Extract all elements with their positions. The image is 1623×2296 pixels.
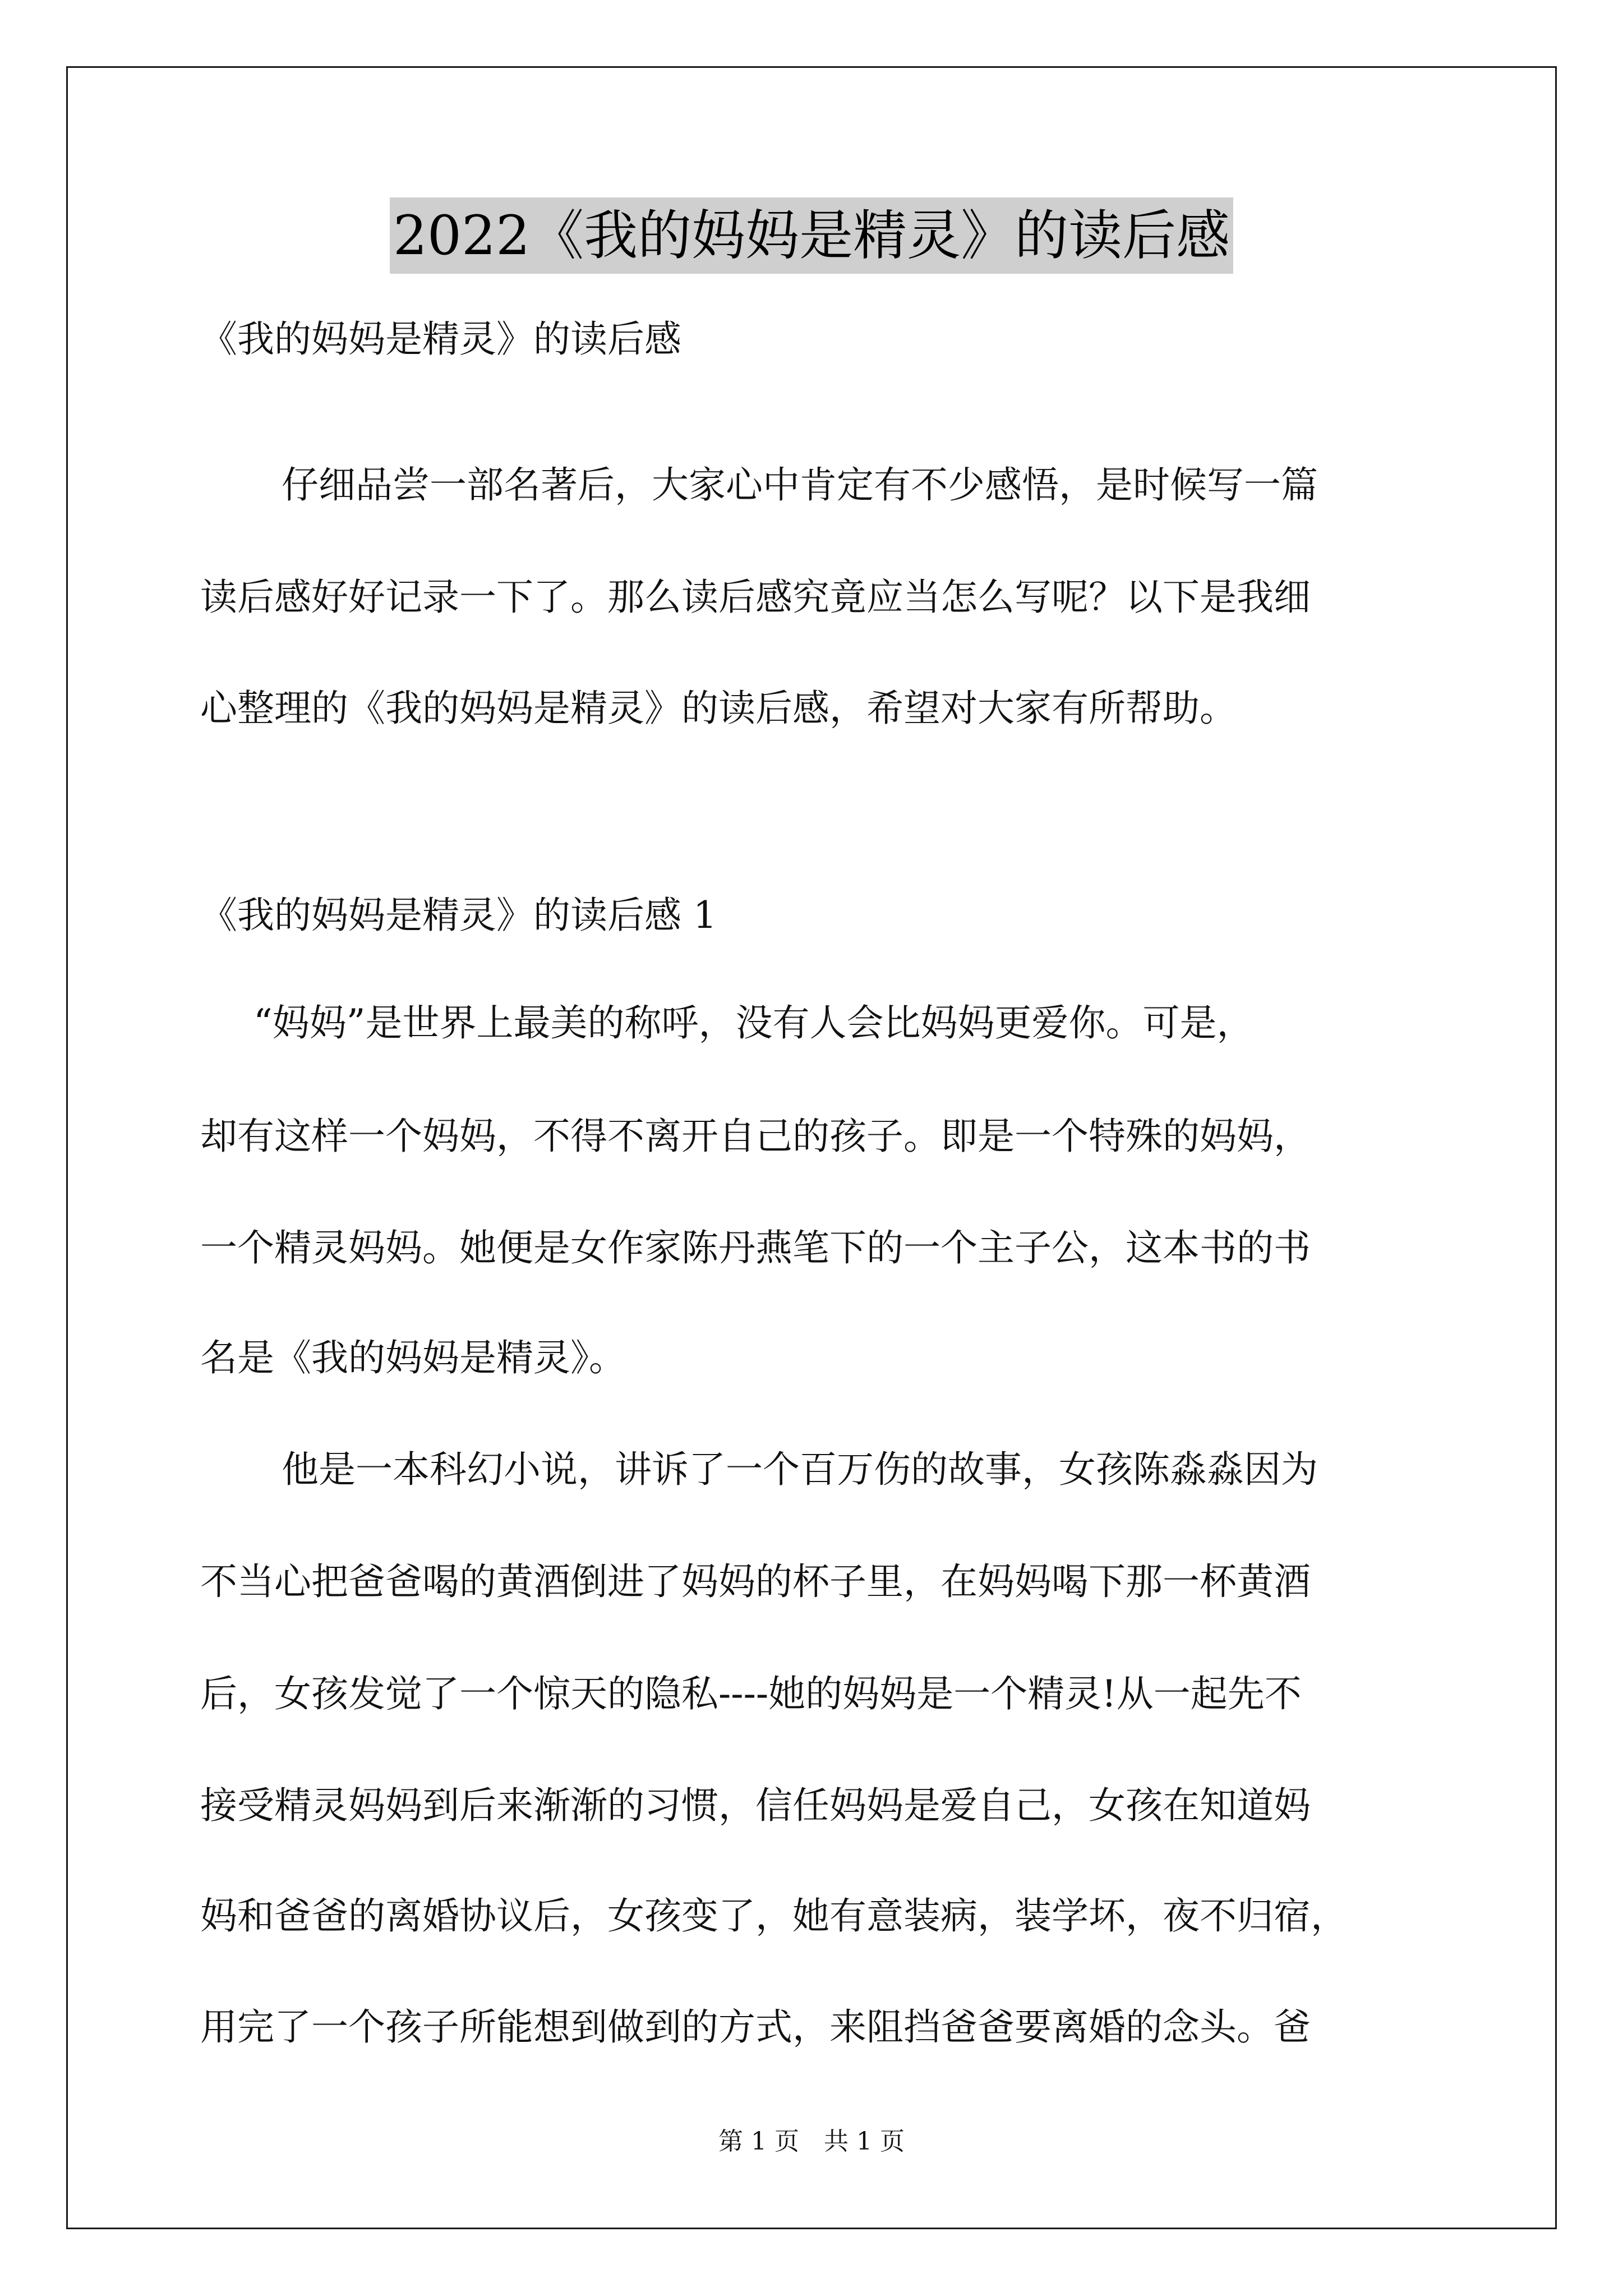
paragraph-line: 用完了一个孩子所能想到做到的方式，来阻挡爸爸要离婚的念头。爸 bbox=[200, 2005, 1311, 2049]
subtitle-line: 《我的妈妈是精灵》的读后感 bbox=[200, 318, 681, 361]
paragraph-line: “妈妈”是世界上最美的称呼，没有人会比妈妈更爱你。可是， bbox=[253, 1001, 1254, 1045]
document-title: 2022《我的妈妈是精灵》的读后感 bbox=[390, 197, 1233, 274]
paragraph-line: 后，女孩发觉了一个惊天的隐私----她的妈妈是一个精灵!从一起先不 bbox=[200, 1672, 1302, 1715]
paragraph-line: 心整理的《我的妈妈是精灵》的读后感，希望对大家有所帮助。 bbox=[200, 687, 1237, 730]
page-number-footer: 第 1 页 共 1 页 bbox=[718, 2127, 905, 2156]
title-container bbox=[0, 197, 1623, 274]
paragraph-line: 接受精灵妈妈到后来渐渐的习惯，信任妈妈是爱自己，女孩在知道妈 bbox=[200, 1784, 1311, 1827]
paragraph-line: 一个精灵妈妈。她便是女作家陈丹燕笔下的一个主子公，这本书的书 bbox=[200, 1226, 1311, 1269]
paragraph-line: 他是一本科幻小说，讲诉了一个百万伤的故事，女孩陈淼淼因为 bbox=[282, 1448, 1318, 1491]
paragraph-line: 却有这样一个妈妈，不得不离开自己的孩子。即是一个特殊的妈妈， bbox=[200, 1115, 1311, 1158]
paragraph-line: 名是《我的妈妈是精灵》。 bbox=[200, 1336, 626, 1379]
paragraph-line: 读后感好好记录一下了。那么读后感究竟应当怎么写呢？以下是我细 bbox=[200, 576, 1311, 619]
paragraph-line: 妈和爸爸的离婚协议后，女孩变了，她有意装病，装学坏，夜不归宿， bbox=[200, 1894, 1348, 1938]
paragraph-line: 仔细品尝一部名著后，大家心中肯定有不少感悟，是时候写一篇 bbox=[282, 463, 1318, 507]
paragraph-line: 不当心把爸爸喝的黄酒倒进了妈妈的杯子里，在妈妈喝下那一杯黄酒 bbox=[200, 1560, 1311, 1603]
section-heading: 《我的妈妈是精灵》的读后感 1 bbox=[200, 894, 717, 937]
